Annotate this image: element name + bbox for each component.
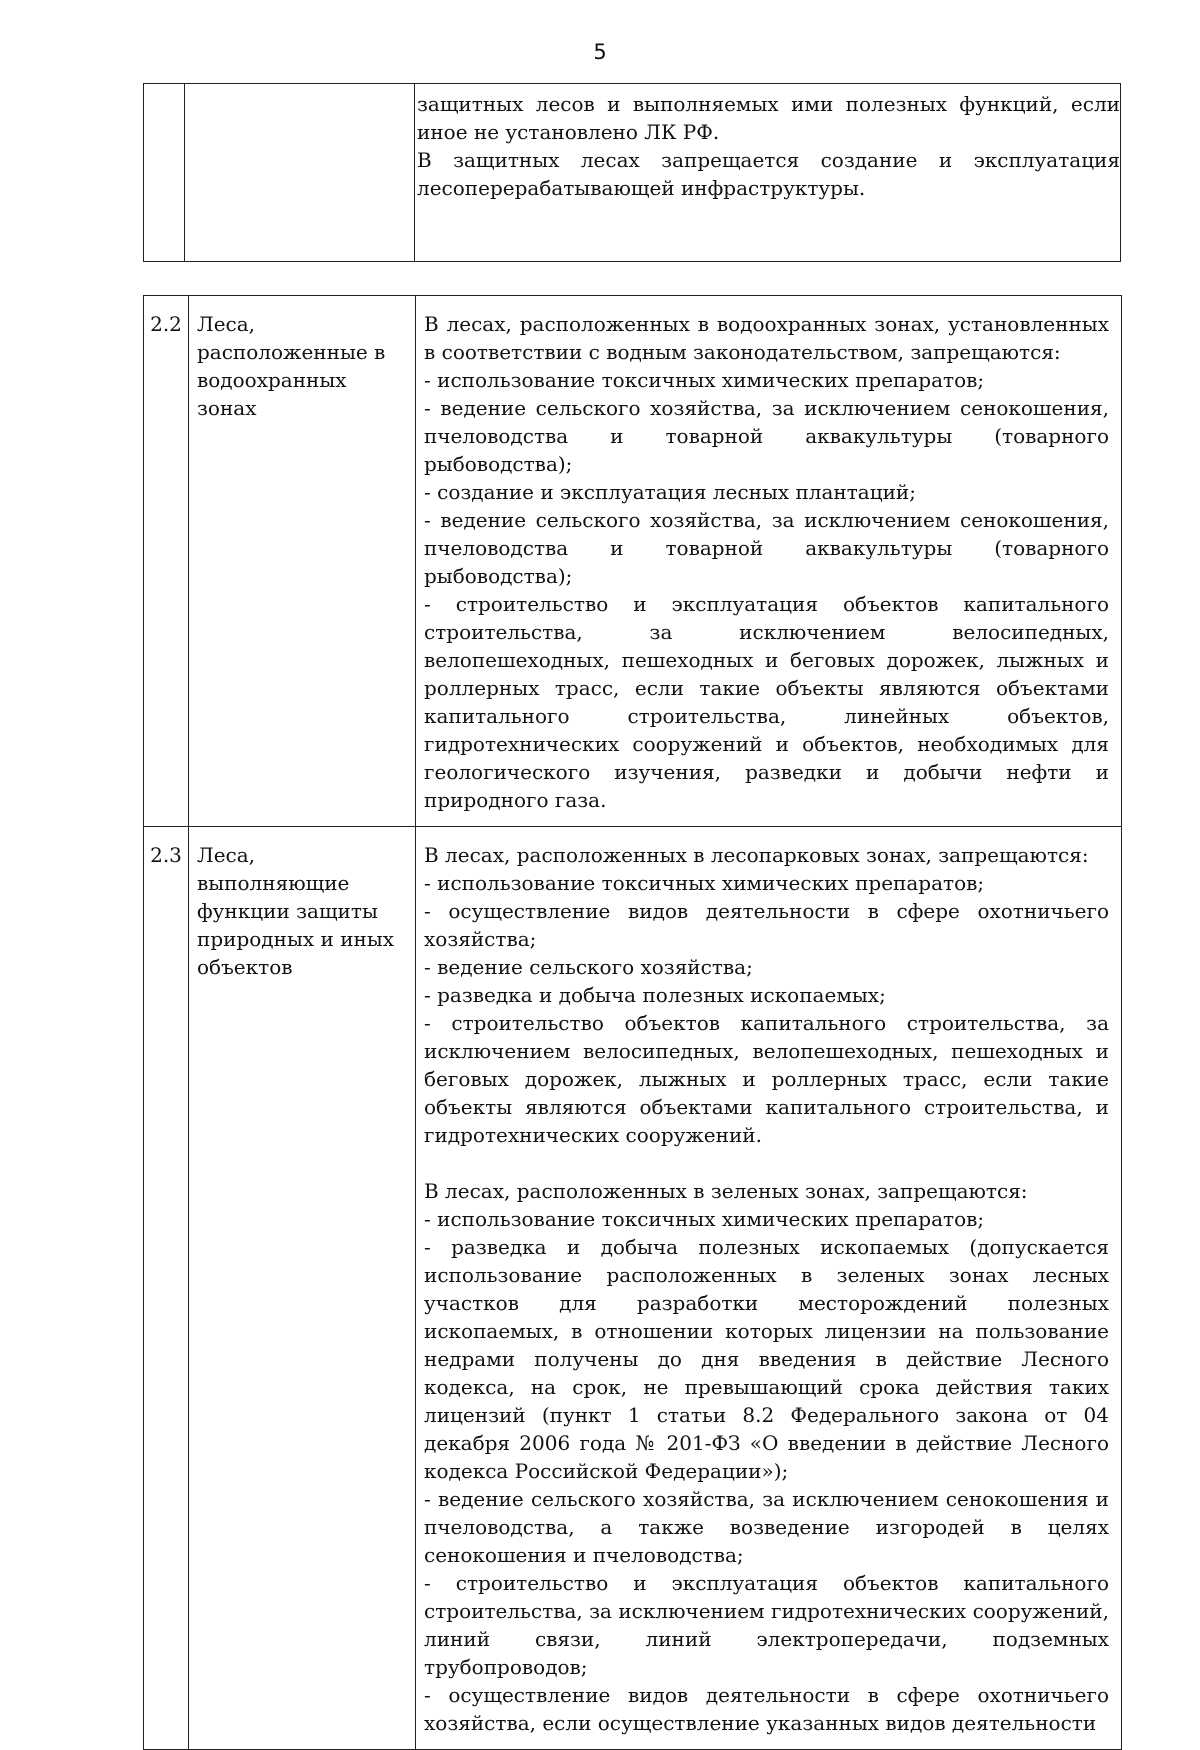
list-item: - разведка и добыча полезных ископаемых (допускается использование расположенных в зеленых зонах лесных участков для разработки месторождений полезных ископаемых, в отношении которых лицензии на пользование недрами получены до дня введения в действие Лесного кодекса, на срок, не превышающий срока действия таких лицензий (пункт 1 статьи 8.2 Федерального закона от 04 декабря 2006 года № 201-ФЗ «О введении в действие Лесного кодекса Российской Федерации»); xyxy=(424,1235,1109,1483)
paragraph: В защитных лесах запрещается создание и эксплуатация лесоперерабатывающей инфраструктуры. xyxy=(417,148,1120,200)
list-item: - разведка и добыча полезных ископаемых; xyxy=(424,983,886,1007)
restrictions-table xyxy=(143,295,1122,1750)
paragraph: В лесах, расположенных в водоохранных зонах, установленных в соответствии с водным законодательством, запрещаются: xyxy=(424,312,1109,364)
category-line: функции защиты xyxy=(197,899,378,923)
row-number: 2.2 xyxy=(144,296,189,827)
table-row xyxy=(144,296,1122,827)
category-line: объектов xyxy=(197,955,293,979)
category-line: расположенные в xyxy=(197,340,386,364)
list-item: - осуществление видов деятельности в сфере охотничьего хозяйства, если осуществление указанных видов деятельности xyxy=(424,1683,1109,1735)
list-item: - использование токсичных химических препаратов; xyxy=(424,871,985,895)
restrictions-text xyxy=(416,827,1122,1750)
number-cell xyxy=(144,84,185,262)
table-row xyxy=(144,84,1121,262)
continuation-table xyxy=(143,83,1121,262)
list-item: - создание и эксплуатация лесных плантаций; xyxy=(424,480,916,504)
list-item: - строительство объектов капитального строительства, за исключением велосипедных, велопешеходных, пешеходных и беговых дорожек, лыжных и роллерных трасс, если такие объекты являются объектами капитального строительства, и гидротехнических сооружений. xyxy=(424,1011,1109,1147)
category-line: Леса, xyxy=(197,312,256,336)
list-item: - ведение сельского хозяйства, за исключением сенокошения, пчеловодства и товарной аквакультуры (товарного рыбоводства); xyxy=(424,396,1109,476)
list-item: - строительство и эксплуатация объектов капитального строительства, за исключением велосипедных, велопешеходных, пешеходных и беговых дорожек, лыжных и роллерных трасс, если такие объекты являются объектами капитального строительства, линейных объектов, гидротехнических сооружений и объектов, необходимых для геологического изучения, разведки и добычи нефти и природного газа. xyxy=(424,592,1109,812)
paragraph: защитных лесов и выполняемых ими полезных функций, если иное не установлено ЛК РФ. xyxy=(417,92,1120,144)
text-cell xyxy=(415,84,1121,262)
page-number: 5 xyxy=(593,40,607,64)
name-cell xyxy=(185,84,415,262)
restrictions-text xyxy=(416,296,1122,827)
paragraph: В лесах, расположенных в зеленых зонах, запрещаются: xyxy=(424,1179,1028,1203)
row-number: 2.3 xyxy=(144,827,189,1750)
table-row xyxy=(144,827,1122,1750)
list-item: - ведение сельского хозяйства, за исключением сенокошения, пчеловодства и товарной аквакультуры (товарного рыбоводства); xyxy=(424,508,1109,588)
forest-category xyxy=(189,296,416,827)
list-item: - использование токсичных химических препаратов; xyxy=(424,368,985,392)
paragraph: В лесах, расположенных в лесопарковых зонах, запрещаются: xyxy=(424,843,1089,867)
category-line: водоохранных зонах xyxy=(197,368,347,420)
list-item: - ведение сельского хозяйства, за исключением сенокошения и пчеловодства, а также возведение изгородей в целях сенокошения и пчеловодства; xyxy=(424,1487,1109,1567)
category-line: природных и иных xyxy=(197,927,395,951)
list-item: - строительство и эксплуатация объектов капитального строительства, за исключением гидротехнических сооружений, линий связи, линий электропередачи, подземных трубопроводов; xyxy=(424,1571,1109,1679)
list-item: - осуществление видов деятельности в сфере охотничьего хозяйства; xyxy=(424,899,1109,951)
category-line: выполняющие xyxy=(197,871,350,895)
category-line: Леса, xyxy=(197,843,256,867)
list-item: - использование токсичных химических препаратов; xyxy=(424,1207,985,1231)
list-item: - ведение сельского хозяйства; xyxy=(424,955,753,979)
forest-category xyxy=(189,827,416,1750)
